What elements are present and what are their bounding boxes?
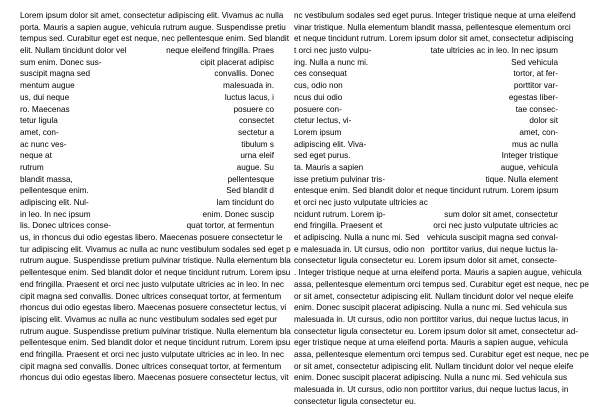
- text-line: [294, 209, 558, 221]
- text-segment: urna eleif: [240, 151, 274, 161]
- text-segment: isse pretium pulvinar tris-: [294, 174, 385, 184]
- text-line: [20, 267, 291, 279]
- text-segment: cipit magna sed convallis. Donec ultrices consequat tortor, at fermentum: [20, 291, 282, 301]
- text-segment: enim. Donec suscip: [202, 209, 274, 219]
- text-line: [294, 33, 574, 45]
- text-segment: Lorem ipsum dolor sit amet, consectetur adipiscing elit. Vivamus ac nulla: [20, 11, 284, 20]
- text-line: [294, 22, 571, 34]
- text-segment: vinar tristique. Nulla elementum blandit massa, pellentesque elementum orci: [294, 22, 571, 32]
- text-segment: augue. Su: [236, 162, 274, 172]
- text-segment: convallis. Donec: [214, 69, 274, 79]
- text-segment: ro. Maecenas: [20, 104, 70, 114]
- text-line: [294, 302, 568, 314]
- text-line: [294, 174, 558, 186]
- text-segment: tae consec-: [515, 104, 558, 114]
- text-line: [20, 255, 291, 267]
- text-line: [294, 45, 558, 57]
- text-line: [20, 33, 289, 45]
- text-segment: blandit massa,: [20, 174, 73, 184]
- text-line: [294, 372, 568, 384]
- text-line: [20, 209, 274, 221]
- text-line: [20, 220, 274, 232]
- text-line: [294, 244, 558, 256]
- text-segment: ipiscing elit. Vivamus ac nulla ac nunc vestibulum sodales sed eget pur: [20, 314, 277, 324]
- text-segment: rutrum augue. Suspendisse pretium pulvinar tristique. Nulla elementum bla: [20, 256, 291, 266]
- text-line: [294, 349, 589, 361]
- text-segment: cipit magna sed convallis. Donec ultrices consequat tortor, at fermentum: [20, 361, 282, 371]
- text-line: [20, 337, 291, 349]
- text-segment: rutrum: [20, 162, 44, 172]
- text-line: [294, 139, 558, 151]
- text-segment: ac nunc ves-: [20, 139, 67, 149]
- text-segment: lis. Donec ultrices conse-: [20, 221, 112, 231]
- text-segment: porta. Mauris a sapien augue, vehicula rutrum augue. Suspendisse pretiu: [20, 22, 286, 32]
- text-line: [294, 104, 558, 116]
- text-segment: pellentesque enim.: [20, 186, 89, 196]
- text-segment: sum dolor sit amet, consectetur: [444, 209, 558, 219]
- text-segment: enim. Donec suscipit placerat adipiscing. Nulla a nunc mi. Sed vehicula sus: [294, 303, 568, 313]
- text-line: [20, 361, 282, 373]
- text-segment: cus, odio non: [294, 81, 343, 91]
- text-line: [20, 57, 274, 69]
- text-segment: consectetur ligula consectetur eu.: [294, 396, 416, 406]
- text-segment: malesuada in. Ut cursus, odio non porttitor varius, dui neque luctus lacus, in: [294, 314, 569, 324]
- text-line: [20, 10, 284, 22]
- text-line: [294, 255, 558, 267]
- text-line: [20, 302, 287, 314]
- text-segment: luctus lacus, i: [224, 92, 274, 102]
- text-segment: adipiscing elit. Viva-: [294, 139, 367, 149]
- text-line: [294, 57, 558, 69]
- text-segment: end fringilla. Praesent et: [294, 221, 383, 231]
- text-line: [20, 104, 274, 116]
- text-line: [20, 68, 274, 80]
- text-line: [294, 396, 558, 407]
- text-segment: malesuada in.: [223, 81, 274, 91]
- text-segment: ncus dui odio: [294, 92, 343, 102]
- text-segment: amet, con-: [519, 127, 558, 137]
- text-segment: augue, vehicula: [500, 162, 558, 172]
- text-segment: vehicula suscipit magna sed conval-: [426, 233, 558, 243]
- text-segment: neque eleifend fringilla. Praes: [166, 46, 274, 56]
- text-line: [294, 80, 558, 92]
- text-segment: rhoncus dui odio egestas libero. Maecenas posuere consectetur lectus, vit: [20, 373, 289, 383]
- text-line: [20, 45, 274, 57]
- text-segment: t orci nec justo vulpu-: [294, 46, 372, 56]
- text-segment: in leo. In nec ipsum: [20, 209, 91, 219]
- text-line: [294, 92, 558, 104]
- text-segment: rhoncus dui odio egestas libero. Maecenas posuere consectetur lectus, vi: [20, 303, 287, 313]
- text-segment: ncidunt rutrum. Lorem ip-: [294, 209, 386, 219]
- text-segment: eger tristique neque at urna eleifend porta. Mauris a sapien augue, vehicula: [294, 338, 569, 348]
- text-line: [20, 291, 282, 303]
- text-segment: neque at: [20, 151, 52, 161]
- text-segment: tetur ligula: [20, 116, 58, 126]
- text-segment: posuere con-: [294, 104, 342, 114]
- text-line: [294, 337, 569, 349]
- text-segment: pellentesque enim. Sed blandit dolor et neque tincidunt rutrum. Lorem ipsu: [20, 268, 291, 278]
- text-line: [20, 115, 274, 127]
- text-line: [294, 267, 582, 279]
- text-segment: ing. Nulla a nunc mi.: [294, 57, 369, 67]
- text-segment: malesuada in. Ut cursus, odio non porttitor varius, dui neque luctus lacus, in: [294, 385, 569, 394]
- text-segment: consectet: [238, 116, 274, 126]
- text-segment: entesque enim. Sed blandit dolor et neque tincidunt rutrum. Lorem ipsum: [294, 186, 559, 196]
- left-text-column: [20, 10, 291, 384]
- text-segment: sed eget purus.: [294, 151, 351, 161]
- text-line: [294, 279, 589, 291]
- text-segment: tibulum s: [241, 139, 274, 149]
- text-segment: or sit amet, consectetur adipiscing elit. Nullam tincidunt dolor vel neque eleife: [294, 291, 574, 301]
- text-line: [20, 372, 289, 384]
- text-line: [20, 232, 283, 244]
- text-segment: egestas liber-: [508, 92, 558, 102]
- text-line: [294, 326, 578, 338]
- text-segment: amet, con-: [20, 127, 59, 137]
- text-segment: rutrum augue. Suspendisse pretium pulvinar tristique. Nulla elementum bla: [20, 326, 291, 336]
- text-segment: ta. Mauris a sapien: [294, 162, 364, 172]
- text-segment: nc vestibulum sodales sed eget purus. Integer tristique neque at urna eleifend: [294, 11, 576, 20]
- text-segment: sum enim. Donec sus-: [20, 57, 102, 67]
- text-segment: e malesuada in. Ut cursus, odio non: [294, 244, 425, 254]
- text-line: [20, 349, 284, 361]
- text-segment: us, in rhoncus dui odio egestas libero. Maecenas posuere consectetur le: [20, 233, 283, 243]
- text-segment: Sed vehicula: [511, 57, 558, 67]
- text-segment: Integer tristique: [501, 151, 558, 161]
- right-text-column: [294, 10, 589, 407]
- text-line: [294, 291, 574, 303]
- text-line: [20, 244, 291, 256]
- text-segment: elit. Nullam tincidunt dolor vel: [20, 46, 127, 56]
- text-segment: tur adipiscing elit. Vivamus ac nulla ac nunc vestibulum sodales sed eget p: [20, 244, 291, 254]
- text-segment: porttitor var-: [513, 81, 558, 91]
- text-segment: et neque tincidunt rutrum. Lorem ipsum dolor sit amet, consectetur adipiscing: [294, 34, 574, 44]
- text-segment: . Integer tristique neque at urna eleifend porta. Mauris a sapien augue, vehicula: [294, 268, 582, 278]
- text-segment: porttitor varius, dui neque luctus la-: [430, 244, 558, 254]
- text-line: [20, 197, 274, 209]
- text-line: [294, 162, 558, 174]
- text-line: [294, 127, 558, 139]
- text-line: [294, 384, 569, 396]
- text-segment: Sed blandit d: [226, 186, 274, 196]
- text-line: [20, 80, 274, 92]
- text-line: [294, 10, 576, 22]
- text-segment: tate ultricies ac in leo. In nec ipsum: [430, 46, 558, 56]
- text-line: [294, 314, 569, 326]
- text-segment: ces consequat: [294, 69, 347, 79]
- text-segment: dolor sit: [529, 116, 558, 126]
- text-segment: suscipit magna sed: [20, 69, 91, 79]
- text-line: [20, 22, 286, 34]
- text-segment: Lorem ipsum: [294, 127, 342, 137]
- text-line: [20, 139, 274, 151]
- text-line: [294, 68, 558, 80]
- text-segment: quat tortor, at fermentun: [186, 221, 274, 231]
- text-segment: cipit placerat adipisc: [200, 57, 274, 67]
- text-segment: tortor, at fer-: [513, 69, 558, 79]
- text-line: [294, 185, 558, 197]
- text-segment: orci nec justo vulputate ultricies ac: [433, 221, 558, 231]
- text-segment: consectetur ligula consectetur eu. Lorem ipsum dolor sit amet, consectetur ad-: [294, 326, 578, 336]
- text-line: [20, 314, 277, 326]
- text-segment: lam tincidunt do: [216, 198, 274, 207]
- text-segment: end fringilla. Praesent et orci nec justo vulputate ultricies ac in leo. In nec: [20, 349, 284, 359]
- text-line: [294, 150, 558, 162]
- text-segment: ctetur lectus, vi-: [294, 116, 352, 126]
- text-segment: et adipiscing. Nulla a nunc mi. Sed: [294, 233, 420, 243]
- text-segment: adipiscing elit. Nul-: [20, 198, 89, 207]
- text-segment: mus ac nulla: [512, 139, 558, 149]
- text-segment: mentum augue: [20, 81, 75, 91]
- text-line: [20, 174, 274, 186]
- text-line: [294, 232, 558, 244]
- text-line: [20, 162, 274, 174]
- text-segment: sectetur a: [238, 127, 274, 137]
- text-line: [20, 150, 274, 162]
- text-line: [20, 92, 274, 104]
- text-segment: assa, pellentesque elementum orci tempus sed. Curabitur eget est neque, nec pe: [294, 349, 589, 359]
- text-line: [294, 220, 558, 232]
- text-line: [294, 197, 558, 209]
- text-segment: et orci nec justo vulputate ultricies ac: [294, 198, 428, 207]
- text-segment: us, dui neque: [20, 92, 70, 102]
- text-line: [294, 361, 574, 373]
- text-line: [20, 127, 274, 139]
- text-line: [20, 326, 291, 338]
- text-segment: posuere co: [233, 104, 274, 114]
- text-line: [20, 185, 274, 197]
- text-segment: consectetur ligula consectetur eu. Lorem ipsum dolor sit amet, consecte-: [294, 256, 558, 266]
- text-line: [20, 279, 284, 291]
- text-segment: or sit amet, consectetur adipiscing elit. Nullam tincidunt dolor vel neque eleife: [294, 361, 574, 371]
- text-segment: pellentesque enim. Sed blandit dolor et neque tincidunt rutrum. Lorem ipsu: [20, 338, 291, 348]
- text-segment: tique. Nulla element: [485, 174, 558, 184]
- text-segment: pellentesque: [227, 174, 274, 184]
- text-segment: tempus sed. Curabitur eget est neque, nec pellentesque enim. Sed blandit: [20, 34, 289, 44]
- text-segment: enim. Donec suscipit placerat adipiscing. Nulla a nunc mi. Sed vehicula sus: [294, 373, 568, 383]
- text-segment: end fringilla. Praesent et orci nec justo vulputate ultricies ac in leo. In nec: [20, 279, 284, 289]
- text-line: [294, 115, 558, 127]
- text-segment: assa, pellentesque elementum orci tempus sed. Curabitur eget est neque, nec pe: [294, 279, 589, 289]
